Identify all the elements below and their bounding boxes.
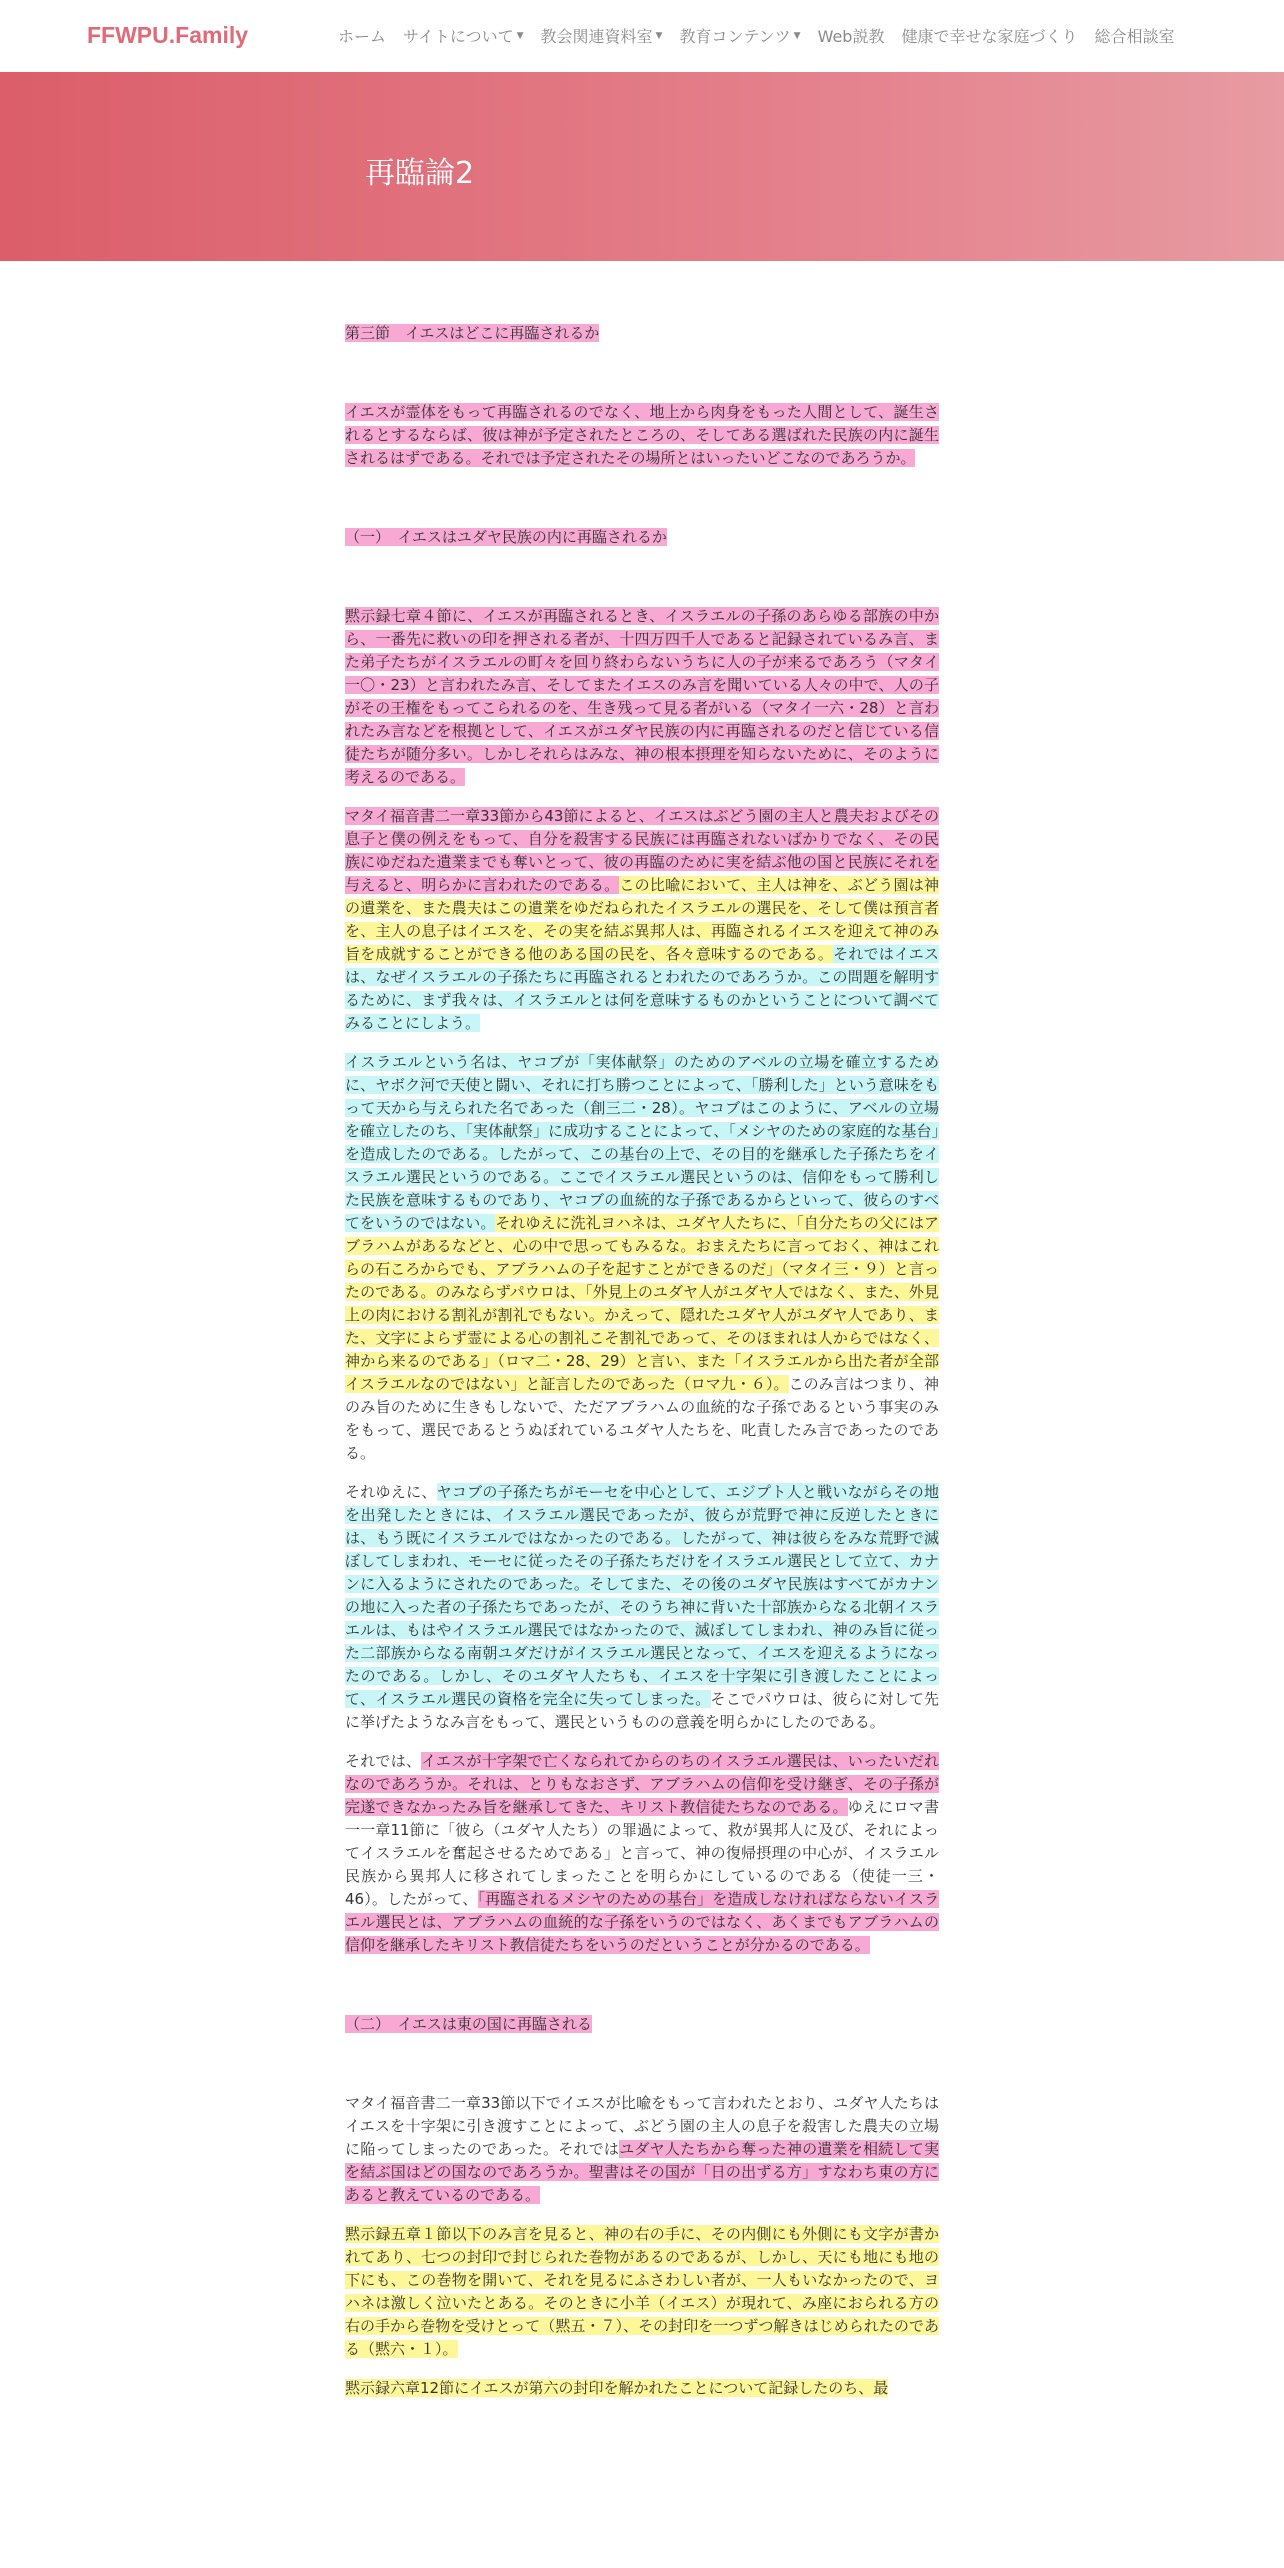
plain-text: それでは、 [345, 1752, 422, 1770]
nav-item-label: ホーム [338, 27, 387, 46]
paragraph [345, 1481, 939, 1734]
caret-down-icon: ▼ [655, 30, 663, 41]
nav-item-education[interactable] [679, 24, 800, 47]
nav-item-label: 教育コンテンツ [679, 27, 791, 46]
caret-down-icon: ▼ [516, 30, 524, 41]
nav-item-web-sermon[interactable] [818, 24, 885, 47]
highlight-text: イエスが十字架で亡くなられてからのちのイスラエル選民は、いったいだれなのであろうか。それは、とりもなおさず、アブラハムの信仰を受け継ぎ、その子孫が完遂できなかったみ旨を継承してきた、キリスト教信徒たちなのである。 [345, 1752, 939, 1816]
nav-item-church-archive[interactable] [541, 24, 663, 47]
highlight-text: 黙示録六章12節にイエスが第六の封印を解かれたことについて記録したのち、最 [345, 2379, 889, 2397]
page-title: 再臨論2 [365, 156, 475, 191]
highlight-text: この比喩において、主人は神を、ぶどう園は神の遺業を、また農夫はこの遺業をゆだねられたイスラエルの選民を、そして僕は預言者を、主人の息子はイエスを、その実を結ぶ異邦人は、再臨されるイエスを迎えて神のみ旨を成就することができる他のある国の民を、各々意味するのである。 [345, 876, 939, 963]
paragraph [345, 401, 939, 470]
nav-item-label: Web説教 [817, 27, 885, 46]
highlight-text: ヤコブの子孫たちがモーセを中心として、エジプト人と戦いながらその地を出発したときには、イスラエル選民であったが、彼らが荒野で神に反逆したときには、もう既にイスラエルではなかったのである。したがって、神は彼らをみな荒野で滅ぼしてしまわれ、モーセに従ったその子孫たちだけをイスラエル選民として立て、カナンに入るようにされたのであった。そしてまた、その後のユダヤ民族はすべてがカナンの地に入った者の子孫たちであったが、そのうち神に背いた十部族からなる北朝イスラエルは、もはやイスラエル選民ではなかったので、滅ぼしてしまわれ、神のみ旨に従った二部族からなる南朝ユダだけがイスラエル選民となって、イエスを迎えるようになったのである。しかし、そのユダヤ人たちも、イエスを十字架に引き渡したことによって、イスラエル選民の資格を完全に失ってしまった。 [345, 1483, 939, 1708]
highlight-text: （二） イエスは東の国に再臨される [345, 2015, 592, 2033]
plain-text: ゆえにロマ書一一章11節に「彼ら（ユダヤ人たち）の罪過によって、救が異邦人に及び、それによってイスラエルを奮起させるためである」と言って、神の復帰摂理の中心が、イスラエル民族から異邦人に移されてしまったことを明らかにしているのである（使徒一三・46）。したがって、 [345, 1798, 939, 1908]
plain-text: マタイ福音書二一章33節以下でイエスが比喩をもって言われたとおり、ユダヤ人たちはイエスを十字架に引き渡すことによって、ぶどう園の主人の息子を殺害した農夫の立場に陥ってしまったのであった。それでは [345, 2094, 939, 2158]
nav-item-home[interactable] [338, 24, 386, 47]
subsection-heading [345, 2013, 939, 2036]
article-body [345, 322, 939, 2400]
top-navbar [0, 0, 1284, 72]
nav-item-label: 教会関連資料室 [540, 27, 653, 46]
nav-item-about[interactable] [403, 24, 523, 47]
paragraph [345, 2092, 939, 2207]
highlight-text: （一） イエスはユダヤ民族の内に再臨されるか [345, 528, 667, 546]
nav-menu [338, 24, 1191, 47]
paragraph [345, 1051, 939, 1465]
highlight-text: ユダヤ人たちから奪った神の遺業を相続して実を結ぶ国はどの国なのであろうか。聖書はその国が「日の出ずる方」すなわち東の方にあると教えているのである。 [345, 2140, 939, 2204]
hero-banner [0, 72, 1284, 261]
section-heading [345, 322, 939, 345]
highlight-text: それゆえに洗礼ヨハネは、ユダヤ人たちに、「自分たちの父にはアブラハムがあるなどと、心の中で思ってもみるな。おまえたちに言っておく、神はこれらの石ころからでも、アブラハムの子を起すことができるのだ」（マタイ三・９）と言ったのである。のみならずパウロは、「外見上のユダヤ人がユダヤ人ではなく、また、外見上の肉における割礼が割礼でもない。かえって、隠れたユダヤ人がユダヤ人であり、また、文字によらず霊による心の割礼こそ割礼であって、そのほまれは人からではなく、神から来るのである」（ロマ二・28、29）と言い、また「イスラエルから出た者が全部イスラエルなのではない」と証言したのであった（ロマ九・６）。 [345, 1214, 939, 1393]
nav-item-label: サイトについて [403, 27, 514, 46]
highlight-text: イスラエルという名は、ヤコブが「実体献祭」のためのアベルの立場を確立するために、ヤボク河で天使と闘い、それに打ち勝つことによって、「勝利した」という意味をもって天から与えられた名であった（創三二・28）。 [345, 1053, 939, 1117]
plain-text: それゆえに、 [345, 1483, 437, 1501]
paragraph [345, 2377, 939, 2400]
nav-item-consultation[interactable] [1094, 24, 1174, 47]
brand-logo-link[interactable]: FFWPU.Family [87, 22, 249, 48]
highlight-text: 「再臨されるメシヤのための基台」を造成しなければならないイスラエル選民とは、アブラハムの血統的な子孫をいうのではなく、あくまでもアブラハムの信仰を継承したキリスト教信徒たちをいうのだということが分かるのである。 [345, 1890, 939, 1954]
highlight-text: マタイ福音書二一章33節から43節によると、イエスはぶどう園の主人と農夫およびその息子と僕の例えをもって、自分を殺害する民族には再臨されないばかりでなく、その民族にゆだねた遺業までも奪いとって、彼の再臨のために実を結ぶ他の国と民族にそれを与えると、明らかに言われたのである。 [345, 807, 939, 894]
paragraph [345, 805, 939, 1035]
subsection-heading [345, 526, 939, 549]
nav-item-healthy-family[interactable] [901, 24, 1077, 47]
highlight-text: それではイエスは、なぜイスラエルの子孫たちに再臨されるとわれたのであろうか。この問題を解明するために、まず我々は、イスラエルとは何を意味するものかということについて調べてみることにしよう。 [345, 945, 939, 1032]
highlight-text: ヤコブはこのように、アベルの立場を確立したのち、「実体献祭」に成功することによって、「メシヤのための家庭的な基台」を造成したのである。したがって、この基台の上で、その目的を継承した子孫たちをイスラエル選民というのである。ここでイスラエル選民というのは、信仰をもって勝利した民族を意味するものであり、ヤコブの血統的な子孫であるからといって、彼らのすべてをいうのではない。 [345, 1099, 939, 1232]
paragraph [345, 605, 939, 789]
paragraph [345, 1750, 939, 1957]
plain-text: そこでパウロは、彼らに対して先に挙げたようなみ言をもって、選民というものの意義を明らかにしたのである。 [345, 1690, 939, 1731]
nav-item-label: 健康で幸せな家庭づくり [901, 27, 1078, 46]
caret-down-icon: ▼ [793, 30, 801, 41]
plain-text: このみ言はつまり、神のみ旨のために生きもしないで、ただアブラハムの血統的な子孫であるという事実のみをもって、選民であるとうぬぼれているユダヤ人たちを、叱責したみ言であったのである。 [345, 1375, 939, 1462]
nav-item-label: 総合相談室 [1094, 27, 1175, 46]
highlight-text: イエスが霊体をもって再臨されるのでなく、地上から肉身をもった人間として、誕生されるとするならば、彼は神が予定されたところの、そしてある選ばれた民族の内に誕生されるはずである。それでは予定されたその場所とはいったいどこなのであろうか。 [345, 403, 939, 467]
highlight-text: 黙示録七章４節に、イエスが再臨されるとき、イスラエルの子孫のあらゆる部族の中から、一番先に救いの印を押される者が、十四万四千人であると記録されているみ言、また弟子たちがイスラエルの町々を回り終わらないうちに人の子が来るであろう（マタイ一〇・23）と言われたみ言、そしてまたイエスのみ言を聞いている人々の中で、人の子がその王権をもってこられるのを、生き残って見る者がいる（マタイ一六・28）と言われたみ言などを根拠として、イエスがユダヤ民族の内に再臨されるのだと信じている信徒たちが随分多い。しかしそれらはみな、神の根本摂理を知らないために、そのように考えるのである。 [345, 607, 939, 786]
highlight-text: 黙示録五章１節以下のみ言を見ると、神の右の手に、その内側にも外側にも文字が書かれてあり、七つの封印で封じられた巻物があるのであるが、しかし、天にも地にも地の下にも、この巻物を開いて、それを見るにふさわしい者が、一人もいなかったので、ヨハネは激しく泣いたとある。そのときに小羊（イエス）が現れて、み座におられる方の右の手から巻物を受けとって（黙五・７）、その封印を一つずつ解きはじめられたのである（黙六・１）。 [345, 2225, 939, 2358]
paragraph [345, 2223, 939, 2361]
highlight-text: 第三節 イエスはどこに再臨されるか [345, 324, 600, 342]
